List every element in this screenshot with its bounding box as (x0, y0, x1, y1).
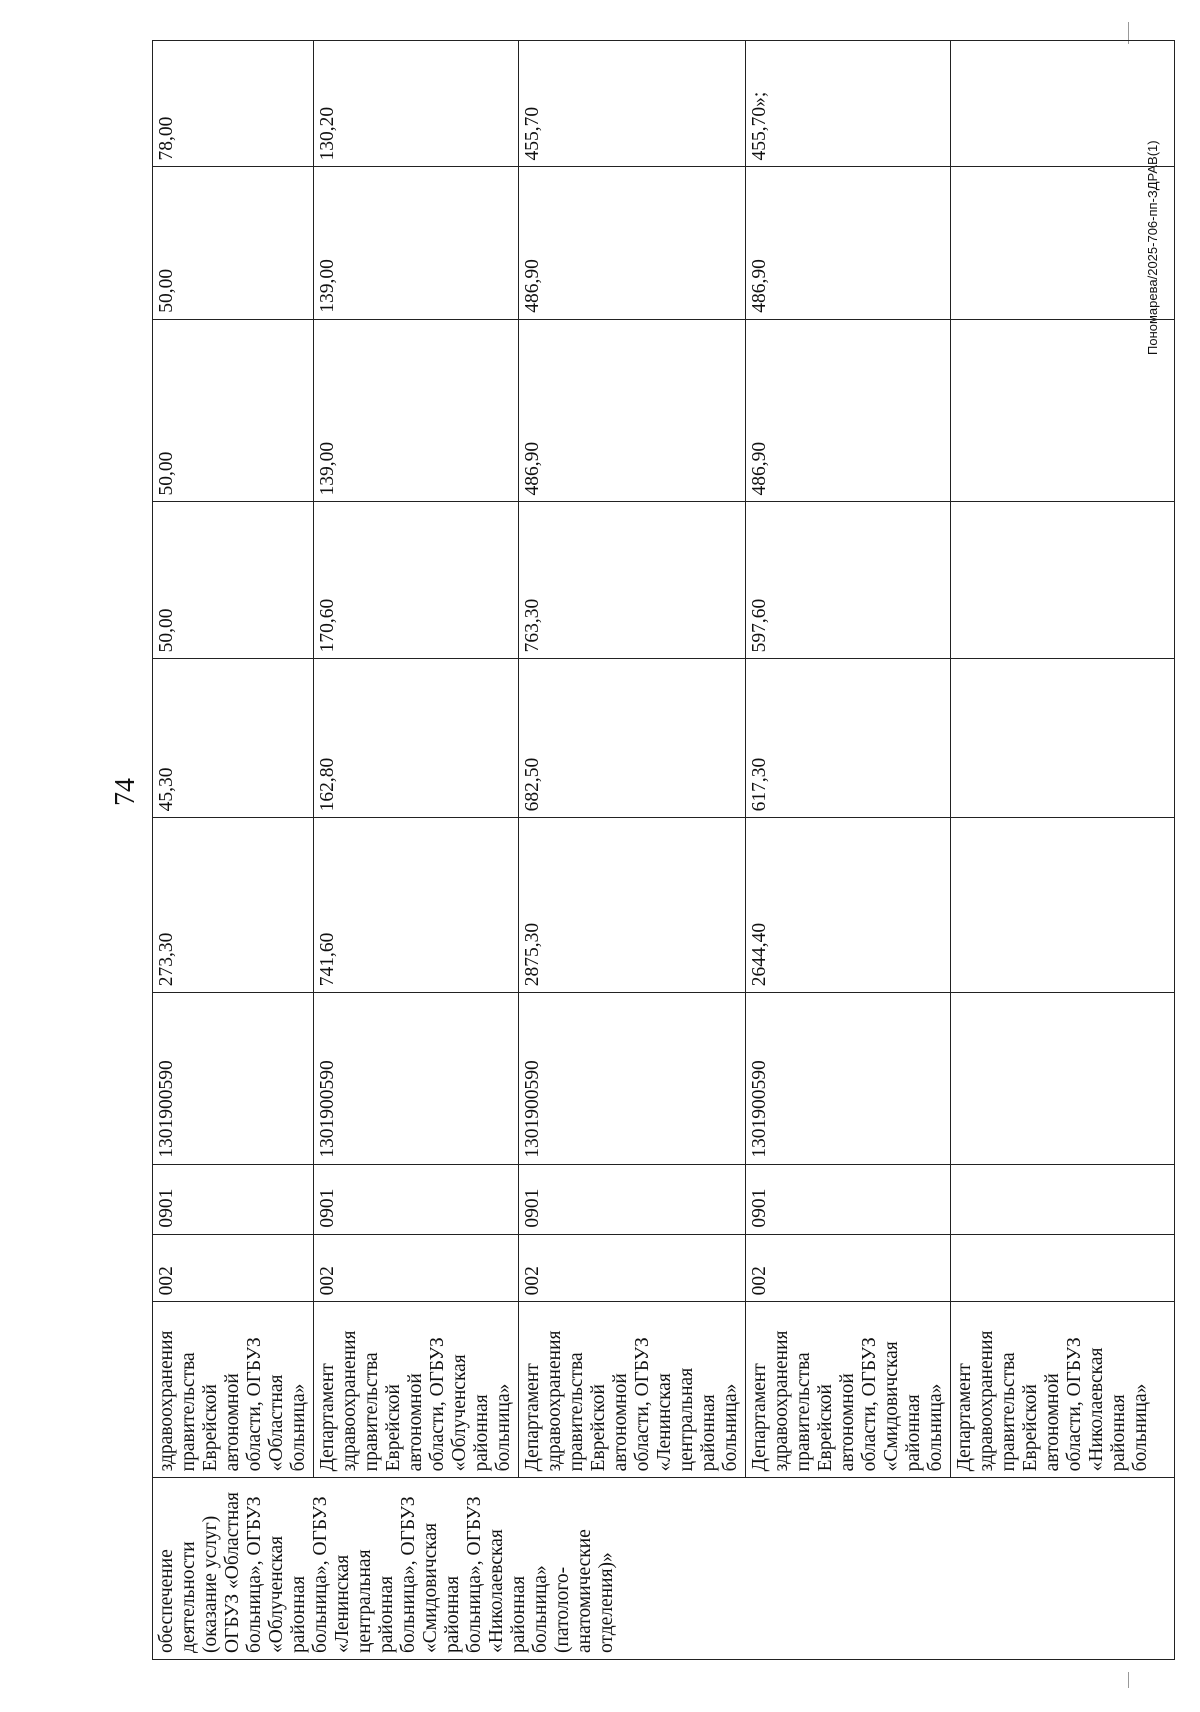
grbs-cell (951, 1234, 1175, 1302)
rzpr-cell: 0901 (519, 1164, 746, 1234)
value-cell: 130,20 (314, 41, 519, 167)
csr-cell: 1301900590 (153, 993, 314, 1164)
value-cell (951, 41, 1175, 167)
budget-table (152, 40, 1175, 1660)
rzpr-cell: 0901 (746, 1164, 951, 1234)
value-cell: 455,70»; (746, 41, 951, 167)
scan-mark-bottom (1128, 1672, 1129, 1688)
rzpr-cell: 0901 (153, 1164, 314, 1234)
table-row (314, 41, 519, 1660)
value-cell (951, 659, 1175, 818)
value-cell: 45,30 (153, 659, 314, 818)
value-cell: 2644,40 (746, 818, 951, 993)
value-cell: 139,00 (314, 167, 519, 319)
table-row (951, 41, 1175, 1660)
value-cell (951, 502, 1175, 659)
table-row (153, 41, 314, 1660)
value-cell: 597,60 (746, 502, 951, 659)
document-id-footer: Пономарева/2025-706-пп-ЗДРАВ(1) (1145, 140, 1160, 355)
value-cell: 486,90 (519, 167, 746, 319)
csr-cell (951, 993, 1175, 1164)
rzpr-cell (951, 1164, 1175, 1234)
grbs-cell: 002 (314, 1234, 519, 1302)
csr-cell: 1301900590 (314, 993, 519, 1164)
value-cell: 50,00 (153, 502, 314, 659)
value-cell (951, 167, 1175, 319)
value-cell (951, 319, 1175, 502)
executor-cell: Департамент здравоохранения правительства Еврейской автономной области, ОГБУЗ «Смидовичская районная больница» (746, 1302, 951, 1478)
value-cell: 162,80 (314, 659, 519, 818)
value-cell: 50,00 (153, 167, 314, 319)
rotated-table-container (152, 40, 1151, 1660)
value-cell: 273,30 (153, 818, 314, 993)
executor-cell: Департамент здравоохранения правительства Еврейской автономной области, ОГБУЗ «Ленинская центральная районная больница» (519, 1302, 746, 1478)
value-cell: 139,00 (314, 319, 519, 502)
value-cell: 741,60 (314, 818, 519, 993)
rzpr-cell: 0901 (314, 1164, 519, 1234)
value-cell (951, 818, 1175, 993)
csr-cell: 1301900590 (746, 993, 951, 1164)
page-number: 74 (110, 778, 141, 806)
value-cell: 486,90 (746, 319, 951, 502)
executor-cell: здравоохранения правительства Еврейской автономной области, ОГБУЗ «Областная больница» (153, 1302, 314, 1478)
value-cell: 170,60 (314, 502, 519, 659)
executor-cell: Департамент здравоохранения правительства Еврейской автономной области, ОГБУЗ «Облученская районная больница» (314, 1302, 519, 1478)
value-cell: 455,70 (519, 41, 746, 167)
executor-cell: Департамент здравоохранения правительства Еврейской автономной области, ОГБУЗ «Николаевская районная больница» (951, 1302, 1175, 1478)
measure-name-cell: обеспечение деятельности (оказание услуг) ОГБУЗ «Областная больница», ОГБУЗ «Облученская районная больница», ОГБУЗ «Ленинская центральная районная больница», ОГБУЗ «Смидовичская районная больница», ОГБУЗ «Николаевская районная больница» (патолого-анатомические отделения)» (153, 1478, 1175, 1660)
value-cell: 763,30 (519, 502, 746, 659)
value-cell: 617,30 (746, 659, 951, 818)
table-row (519, 41, 746, 1660)
value-cell: 2875,30 (519, 818, 746, 993)
value-cell: 50,00 (153, 319, 314, 502)
value-cell: 486,90 (746, 167, 951, 319)
value-cell: 486,90 (519, 319, 746, 502)
grbs-cell: 002 (519, 1234, 746, 1302)
grbs-cell: 002 (153, 1234, 314, 1302)
table-row (746, 41, 951, 1660)
value-cell: 78,00 (153, 41, 314, 167)
grbs-cell: 002 (746, 1234, 951, 1302)
value-cell: 682,50 (519, 659, 746, 818)
csr-cell: 1301900590 (519, 993, 746, 1164)
